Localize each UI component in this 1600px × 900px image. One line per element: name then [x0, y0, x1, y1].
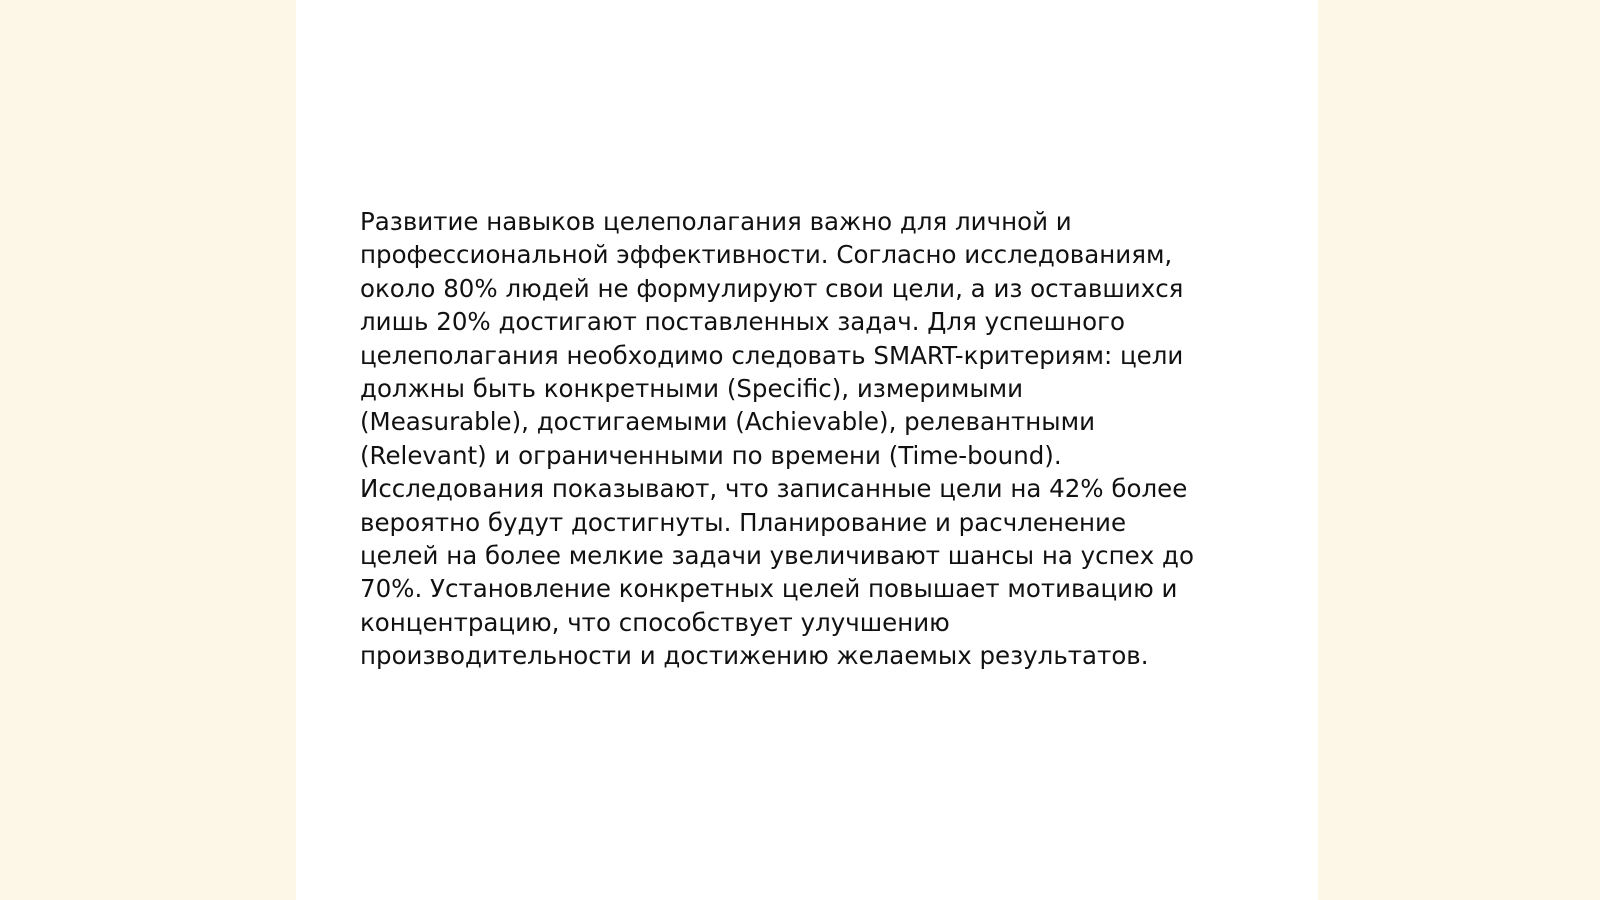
text-line: (Relevant) и ограниченными по времени (Time-bound). [360, 440, 1062, 470]
text-line: производительности и достижению желаемых результатов. [360, 641, 1149, 671]
text-line: Исследования показывают, что записанные цели на 42% более [360, 474, 1188, 504]
slide-body-text [360, 205, 1250, 673]
text-line: лишь 20% достигают поставленных задач. Для успешного [360, 307, 1125, 337]
text-line: концентрацию, что способствует улучшению [360, 607, 950, 637]
right-margin [1318, 0, 1600, 900]
text-line: Развитие навыков целеполагания важно для личной и [360, 207, 1072, 236]
left-margin [0, 0, 296, 900]
text-line: целеполагания необходимо следовать SMART-критериям: цели [360, 340, 1184, 370]
slide [296, 0, 1318, 900]
text-line: 70%. Установление конкретных целей повышает мотивацию и [360, 574, 1178, 604]
text-line: профессиональной эффективности. Согласно исследованиям, [360, 240, 1173, 270]
text-line: целей на более мелкие задачи увеличивают шансы на успех до [360, 541, 1194, 571]
text-line: (Measurable), достигаемыми (Achievable), релевантными [360, 407, 1096, 437]
text-line: около 80% людей не формулируют свои цели, а из оставшихся [360, 273, 1184, 303]
text-line: должны быть конкретными (Specific), измеримыми [360, 374, 1024, 404]
text-line: вероятно будут достигнуты. Планирование и расчленение [360, 507, 1127, 537]
